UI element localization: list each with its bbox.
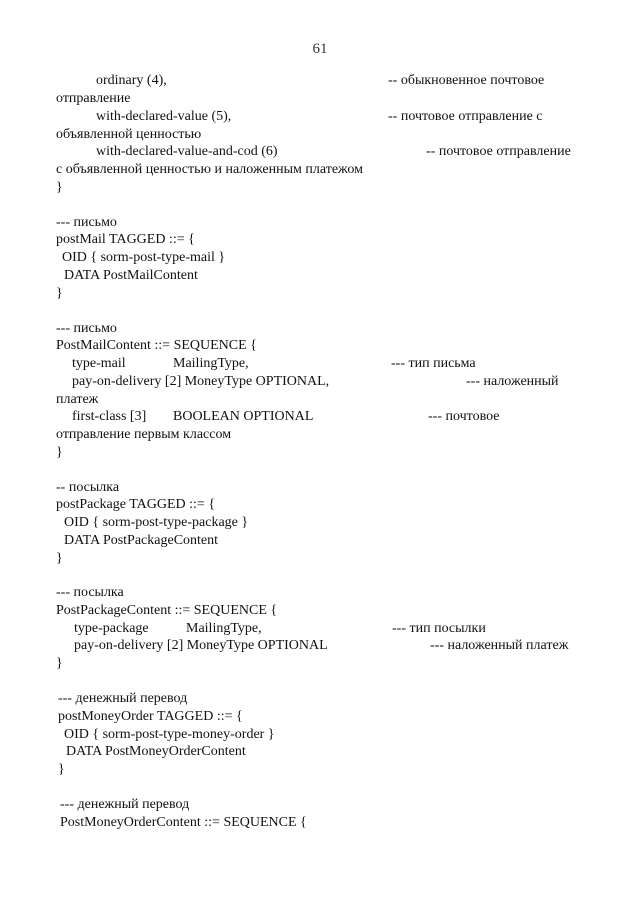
code-line: OID { sorm-post-type-money-order } xyxy=(64,727,275,742)
field-name: type-package xyxy=(74,621,149,636)
section-comment: --- денежный перевод xyxy=(60,797,190,812)
code-comment: --- наложенный xyxy=(466,374,559,389)
page-number: 61 xyxy=(312,41,328,57)
code-line: ordinary (4), xyxy=(96,73,167,88)
comment-continuation: отправление xyxy=(56,91,131,106)
code-line: postPackage TAGGED ::= { xyxy=(56,497,216,512)
code-line: DATA PostMailContent xyxy=(64,268,198,283)
comment-continuation: платеж xyxy=(56,392,99,407)
code-line: OID { sorm-post-type-package } xyxy=(64,515,249,530)
field-name: first-class [3] xyxy=(72,409,147,424)
closing-brace: } xyxy=(56,286,63,301)
field-type: MailingType, xyxy=(173,356,249,371)
code-line: with-declared-value-and-cod (6) xyxy=(96,144,278,159)
code-line: postMoneyOrder TAGGED ::= { xyxy=(58,709,243,724)
code-line: PostMoneyOrderContent ::= SEQUENCE { xyxy=(60,815,307,830)
code-line: postMail TAGGED ::= { xyxy=(56,232,195,247)
comment-continuation: с объявленной ценностью и наложенным платежом xyxy=(56,162,363,177)
code-comment: --- наложенный платеж xyxy=(430,638,569,653)
section-comment: --- посылка xyxy=(56,585,124,600)
closing-brace: } xyxy=(58,762,65,777)
code-line: DATA PostMoneyOrderContent xyxy=(66,744,246,759)
code-comment: -- почтовое отправление с xyxy=(388,109,543,124)
section-comment: --- денежный перевод xyxy=(58,691,188,706)
closing-brace: } xyxy=(56,656,63,671)
closing-brace: } xyxy=(56,180,63,195)
code-line: PostMailContent ::= SEQUENCE { xyxy=(56,338,257,353)
section-comment: -- посылка xyxy=(56,480,120,495)
field-name: type-mail xyxy=(72,356,126,371)
code-line: PostPackageContent ::= SEQUENCE { xyxy=(56,603,278,618)
code-line: pay-on-delivery [2] MoneyType OPTIONAL xyxy=(74,638,328,653)
section-comment: --- письмо xyxy=(56,321,117,336)
code-line: pay-on-delivery [2] MoneyType OPTIONAL, xyxy=(72,374,330,389)
code-comment: --- тип посылки xyxy=(392,621,486,636)
comment-continuation: объявленной ценностью xyxy=(56,127,202,142)
code-line: OID { sorm-post-type-mail } xyxy=(62,250,226,265)
field-type: BOOLEAN OPTIONAL xyxy=(173,409,314,424)
code-comment: --- почтовое xyxy=(428,409,500,424)
code-line: with-declared-value (5), xyxy=(96,109,232,124)
code-comment: -- обыкновенное почтовое xyxy=(388,73,545,88)
closing-brace: } xyxy=(56,445,63,460)
section-comment: --- письмо xyxy=(56,215,117,230)
code-comment: --- тип письма xyxy=(391,356,476,371)
code-comment: -- почтовое отправление xyxy=(426,144,571,159)
comment-continuation: отправление первым классом xyxy=(56,427,232,442)
code-line: DATA PostPackageContent xyxy=(64,533,219,548)
closing-brace: } xyxy=(56,551,63,566)
field-type: MailingType, xyxy=(186,621,262,636)
